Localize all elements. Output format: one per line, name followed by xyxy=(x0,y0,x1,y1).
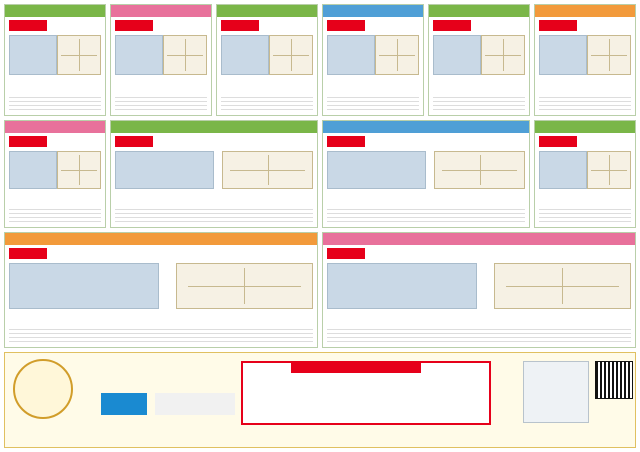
company-footer xyxy=(4,352,636,448)
listing-photo xyxy=(9,263,159,309)
floor-plan xyxy=(434,151,525,189)
listing-card xyxy=(428,4,530,116)
listing-card xyxy=(4,120,106,228)
listing-header xyxy=(429,5,529,17)
listing-photo xyxy=(539,151,587,189)
listing-card xyxy=(322,4,424,116)
listing-details xyxy=(327,94,419,110)
listing-header xyxy=(5,5,105,17)
listing-header xyxy=(5,121,105,133)
listing-header xyxy=(535,121,635,133)
floor-plan xyxy=(222,151,313,189)
listing-header xyxy=(323,121,529,133)
listing-header xyxy=(5,233,317,245)
listing-header xyxy=(217,5,317,17)
listing-price xyxy=(433,20,471,31)
listing-price xyxy=(115,20,153,31)
listing-photo xyxy=(539,35,587,75)
listing-card xyxy=(322,120,530,228)
listing-photo xyxy=(9,151,57,189)
parking-banner xyxy=(291,361,421,373)
listing-details xyxy=(433,94,525,110)
company-name xyxy=(155,393,235,415)
listing-card xyxy=(322,232,636,348)
floor-plan xyxy=(587,151,631,189)
floor-plan xyxy=(375,35,419,75)
floor-plan xyxy=(269,35,313,75)
store-map xyxy=(523,361,589,423)
listing-photo xyxy=(327,263,477,309)
listing-card xyxy=(216,4,318,116)
listing-details xyxy=(327,326,631,342)
company-logo xyxy=(101,393,147,415)
listing-price xyxy=(327,248,365,259)
listing-photo xyxy=(221,35,269,75)
listing-price xyxy=(9,248,47,259)
listing-details xyxy=(327,206,525,222)
listing-details xyxy=(115,206,313,222)
listing-price xyxy=(221,20,259,31)
listing-photo xyxy=(115,151,214,189)
listing-card xyxy=(534,120,636,228)
listing-details xyxy=(221,94,313,110)
listing-card xyxy=(4,232,318,348)
listing-card xyxy=(534,4,636,116)
listing-photo xyxy=(327,151,426,189)
floor-plan xyxy=(587,35,631,75)
listing-photo xyxy=(115,35,163,75)
listing-header xyxy=(535,5,635,17)
listing-price xyxy=(115,136,153,147)
listing-price xyxy=(327,136,365,147)
listing-card xyxy=(110,120,318,228)
listing-details xyxy=(539,206,631,222)
listing-photo xyxy=(327,35,375,75)
listing-header xyxy=(111,5,211,17)
listing-price xyxy=(539,136,577,147)
listing-header xyxy=(111,121,317,133)
floor-plan xyxy=(57,35,101,75)
listing-details xyxy=(539,94,631,110)
listing-card xyxy=(110,4,212,116)
listing-details xyxy=(9,94,101,110)
listing-price xyxy=(327,20,365,31)
listing-header xyxy=(323,233,635,245)
floor-plan xyxy=(481,35,525,75)
floor-plan xyxy=(57,151,101,189)
listing-details xyxy=(9,206,101,222)
floor-plan xyxy=(176,263,313,309)
listing-details xyxy=(9,326,313,342)
listing-card xyxy=(4,4,106,116)
listing-price xyxy=(9,20,47,31)
listing-price xyxy=(539,20,577,31)
floor-plan xyxy=(494,263,631,309)
listing-details xyxy=(115,94,207,110)
qr-code[interactable] xyxy=(595,361,633,399)
listing-header xyxy=(323,5,423,17)
listing-photo xyxy=(9,35,57,75)
floor-plan xyxy=(163,35,207,75)
listing-price xyxy=(9,136,47,147)
listing-photo xyxy=(433,35,481,75)
anniversary-badge xyxy=(13,359,73,419)
